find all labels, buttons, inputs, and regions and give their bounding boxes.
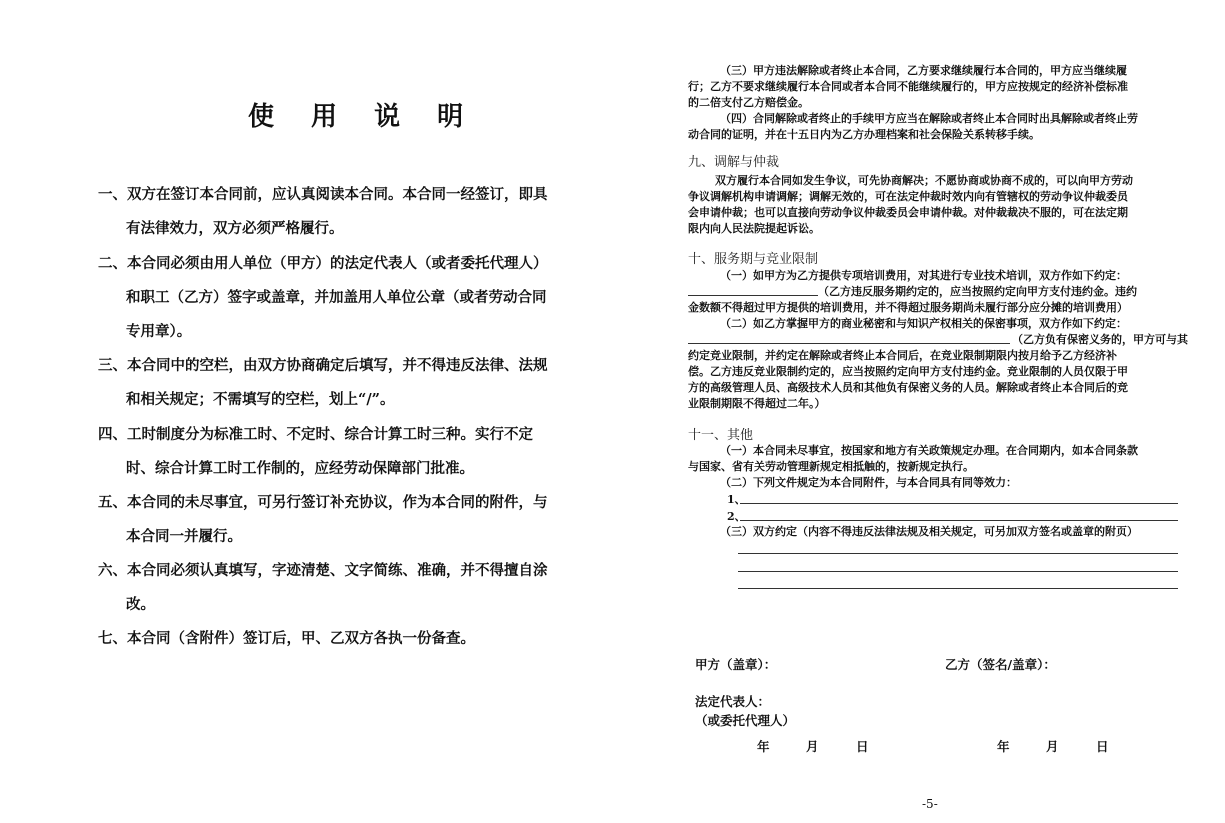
usage-rule-line: 和职工（乙方）签字或盖章，并加盖用人单位公章（或者劳动合同 [126, 289, 547, 306]
clause-8-3-line: 的二倍支付乙方赔偿金。 [688, 96, 809, 109]
date-day-b: 日 [1096, 739, 1109, 754]
clause-9-line: 争议调解机构申请调解；调解无效的，可在法定仲裁时效内向有管辖权的劳动争议仲裁委员 [688, 190, 1128, 203]
agent-label: （或委托代理人） [695, 713, 796, 728]
page-title: 使 用 说 明 [248, 102, 478, 132]
party-a-seal-label: 甲方（盖章）： [695, 657, 777, 672]
clause-10-2-line: 业限制期限不得超过二年。） [688, 397, 826, 410]
clause-10-2-line: 方的高级管理人员、高级技术人员和其他负有保密义务的人员。解除或者终止本合同后的竞 [688, 381, 1128, 394]
clause-10-2-intro: （二）如乙方掌握甲方的商业秘密和与知识产权相关的保密事项，双方作如下约定： [720, 317, 1127, 330]
clause-9-line: 双方履行本合同如发生争议，可先协商解决；不愿协商或协商不成的，可以向甲方劳动 [715, 174, 1133, 187]
agreement-line [738, 588, 1178, 589]
left-page [0, 0, 612, 823]
section-9-heading: 九、调解与仲裁 [688, 155, 780, 170]
attachment-1-label: 1、 [727, 493, 746, 506]
usage-rule-line: 时、综合计算工时工作制的，应经劳动保障部门批准。 [126, 460, 474, 477]
attachment-1-line [740, 503, 1178, 504]
clause-8-3-line: 行；乙方不要求继续履行本合同或者本合同不能继续履行的，甲方应按规定的经济补偿标准 [688, 80, 1128, 93]
clause-11-1-line: （一）本合同未尽事宜，按国家和地方有关政策规定办理。在合同期内，如本合同条款 [720, 444, 1138, 457]
clause-10-2-line: 偿。乙方违反竞业限制约定的，应当按照约定向甲方支付违约金。竞业限制的人员仅限于甲 [688, 365, 1128, 378]
date-month-a: 月 [806, 739, 819, 754]
agreement-line [738, 553, 1178, 554]
attachment-2-line [740, 520, 1178, 521]
clause-8-4-line: 动合同的证明，并在十五日内为乙方办理档案和社会保险关系转移手续。 [688, 128, 1040, 141]
clause-10-1-intro: （一）如甲方为乙方提供专项培训费用，对其进行专业技术培训，双方作如下约定： [720, 269, 1127, 282]
usage-rule-line: 专用章）。 [126, 323, 192, 340]
date-year-a: 年 [757, 739, 770, 754]
usage-rule-line: 本合同一并履行。 [126, 528, 242, 545]
section-11-heading: 十一、其他 [688, 428, 754, 443]
fill-in-line [688, 295, 818, 296]
usage-rule-line: 七、本合同（含附件）签订后，甲、乙双方各执一份备查。 [98, 630, 475, 647]
date-month-b: 月 [1046, 739, 1059, 754]
usage-rule-line: 一、双方在签订本合同前，应认真阅读本合同。本合同一经签订，即具 [98, 186, 548, 203]
clause-8-4-line: （四）合同解除或者终止的手续甲方应当在解除或者终止本合同时出具解除或者终止劳 [720, 112, 1138, 125]
usage-rule-line: 三、本合同中的空栏，由双方协商确定后填写，并不得违反法律、法规 [98, 357, 548, 374]
attachment-2-label: 2、 [727, 510, 746, 523]
usage-rule-line: 二、本合同必须由用人单位（甲方）的法定代表人（或者委托代理人） [98, 255, 548, 272]
section-10-heading: 十、服务期与竞业限制 [688, 252, 819, 267]
clause-10-1-line: 金数额不得超过甲方提供的培训费用，并不得超过服务期尚未履行部分应分摊的培训费用） [688, 301, 1128, 314]
usage-rule-line: 四、工时制度分为标准工时、不定时、综合计算工时三种。实行不定 [98, 426, 533, 443]
usage-rule-line: 五、本合同的未尽事宜，可另行签订补充协议，作为本合同的附件，与 [98, 494, 548, 511]
usage-rule-line: 六、本合同必须认真填写，字迹清楚、文字简练、准确，并不得擅自涂 [98, 562, 548, 579]
fill-in-line [688, 343, 1010, 344]
usage-rule-line: 和相关规定；不需填写的空栏，划上“/”。 [126, 391, 395, 408]
date-day-a: 日 [856, 739, 869, 754]
agreement-line [738, 571, 1178, 572]
clause-10-1-line: （乙方违反服务期约定的，应当按照约定向甲方支付违约金。违约 [818, 285, 1137, 298]
clause-8-3-line: （三）甲方违法解除或者终止本合同，乙方要求继续履行本合同的，甲方应当继续履 [720, 64, 1127, 77]
clause-9-line: 限内向人民法院提起诉讼。 [688, 222, 820, 235]
usage-rule-line: 有法律效力，双方必须严格履行。 [126, 220, 344, 237]
page-number: -5- [922, 797, 938, 811]
clause-11-1-line: 与国家、省有关劳动管理新规定相抵触的，按新规定执行。 [688, 460, 974, 473]
date-year-b: 年 [997, 739, 1010, 754]
clause-9-line: 会申请仲裁；也可以直接向劳动争议仲裁委员会申请仲裁。对仲裁裁决不服的，可在法定期 [688, 206, 1128, 219]
party-b-sign-label: 乙方（签名/盖章）： [945, 657, 1056, 672]
clause-10-2-line: 约定竞业限制，并约定在解除或者终止本合同后，在竞业限制期限内按月给予乙方经济补 [688, 349, 1117, 362]
clause-11-3-line: （三）双方约定（内容不得违反法律法规及相关规定，可另加双方签名或盖章的附页） [720, 525, 1138, 538]
clause-10-2-line: （乙方负有保密义务的，甲方可与其 [1012, 333, 1188, 346]
usage-rule-line: 改。 [126, 596, 155, 613]
clause-11-2-line: （二）下列文件规定为本合同附件，与本合同具有同等效力： [720, 476, 1017, 489]
legal-rep-label: 法定代表人： [695, 694, 771, 709]
